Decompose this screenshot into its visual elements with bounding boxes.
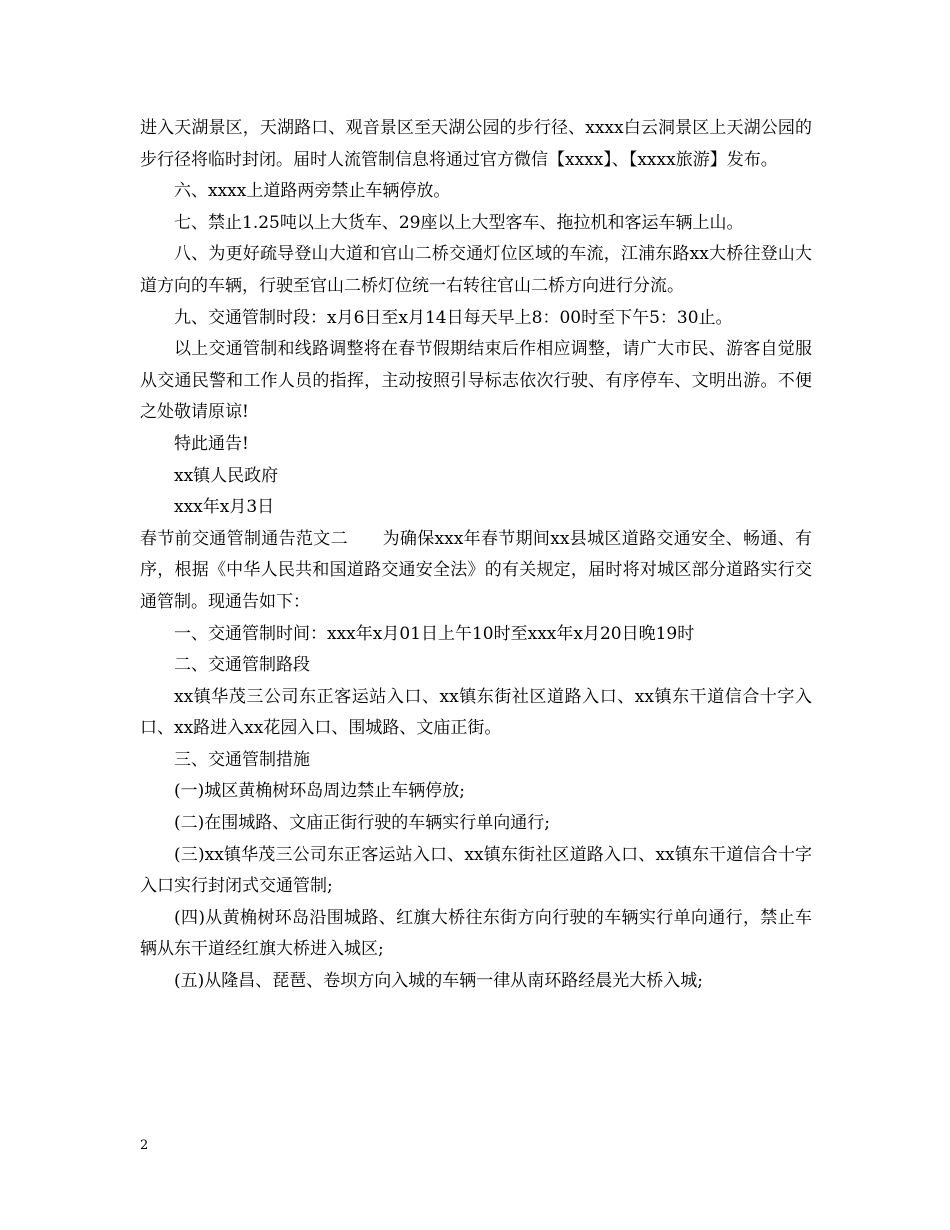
- paragraph-4: 八、为更好疏导登山大道和官山二桥交通灯位区域的车流，江浦东路xx大桥往登山大道方向的车辆，行驶至官山二桥灯位统一右转往官山二桥方向进行分流。: [140, 244, 812, 296]
- notice-closing: 特此通告!: [174, 433, 249, 454]
- paragraph-1: 进入天湖景区，天湖路口、观音景区至天湖公园的步行径、xxxx白云洞景区上天湖公园的步行径将临时封闭。届时人流管制信息将通过官方微信【xxxx】、【xxxx旅游】发布。: [140, 118, 812, 170]
- measure-2: (二)在围城路、文庙正街行驶的车辆实行单向通行;: [174, 813, 550, 834]
- section-two-intro: 春节前交通管制通告范文二 为确保xxx年春节期间xx县城区道路交通安全、畅通、有序，根据《中华人民共和国道路交通安全法》的有关规定，届时将对城区部分道路实行交通管制。现通告如下：: [140, 528, 812, 612]
- control-measures-heading: 三、交通管制措施: [174, 749, 310, 770]
- measure-4: (四)从黄桷树环岛沿围城路、红旗大桥往东街方向行驶的车辆实行单向通行，禁止车辆从东干道经红旗大桥进入城区;: [140, 907, 812, 960]
- measure-1: (一)城区黄桷树环岛周边禁止车辆停放;: [174, 781, 465, 802]
- control-time: 一、交通管制时间：xxx年x月01日上午10时至xxx年x月20日晚19时: [174, 623, 695, 644]
- document-body: [140, 113, 812, 998]
- issuer-name: xx镇人民政府: [174, 465, 279, 486]
- measure-5: (五)从隆昌、琵琶、卷坝方向入城的车辆一律从南环路经晨光大桥入城;: [174, 971, 703, 992]
- paragraph-6: 以上交通管制和线路调整将在春节假期结束后作相应调整，请广大市民、游客自觉服从交通民警和工作人员的指挥，主动按照引导标志依次行驶、有序停车、文明出游。不便之处敬请原谅!: [140, 339, 812, 423]
- control-section-heading: 二、交通管制路段: [174, 655, 310, 676]
- control-section-list: xx镇华茂三公司东正客运站入口、xx镇东街社区道路入口、xx镇东干道信合十字入口、xx路进入xx花园入口、围城路、文庙正街。: [140, 686, 812, 739]
- measure-3: (三)xx镇华茂三公司东正客运站入口、xx镇东街社区道路入口、xx镇东干道信合十字入口实行封闭式交通管制;: [140, 844, 812, 897]
- issue-date: xxx年x月3日: [174, 497, 275, 518]
- paragraph-5: 九、交通管制时段：x月6日至x月14日每天早上8：00时至下午5：30止。: [174, 307, 733, 328]
- page-number: 2: [140, 1138, 149, 1153]
- paragraph-3: 七、禁止1.25吨以上大货车、29座以上大型客车、拖拉机和客运车辆上山。: [174, 212, 744, 233]
- paragraph-2: 六、xxxx上道路两旁禁止车辆停放。: [174, 181, 451, 202]
